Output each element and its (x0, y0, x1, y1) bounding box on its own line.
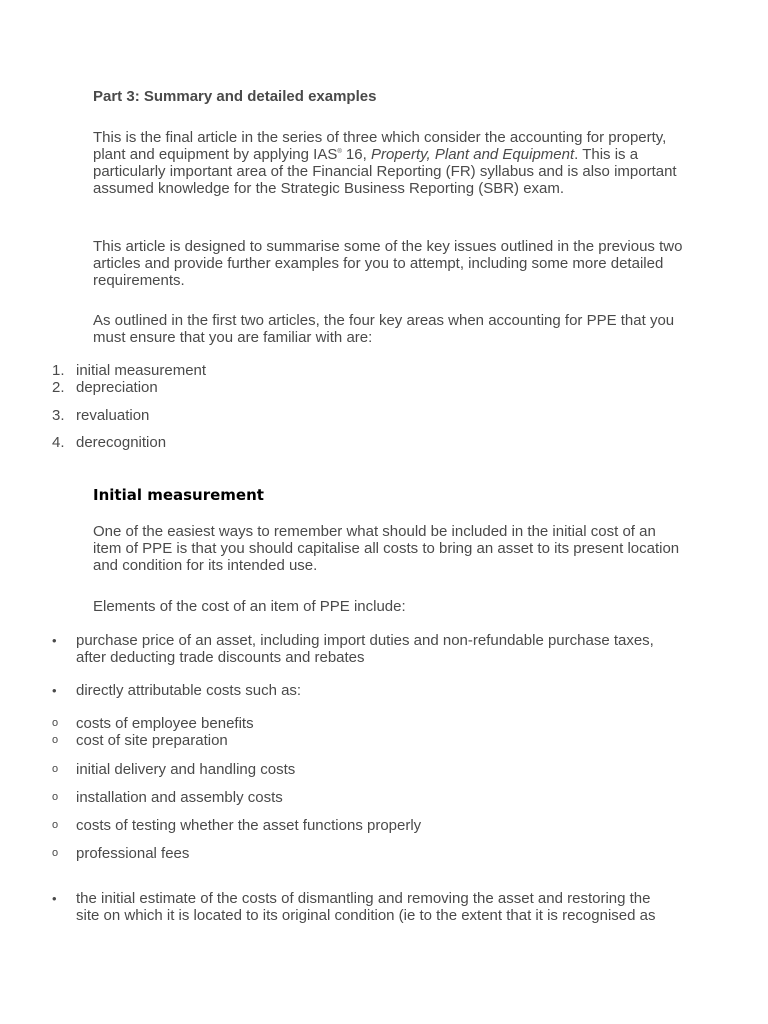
part-heading: Part 3: Summary and detailed examples (93, 88, 377, 105)
sub-item-text: costs of employee benefits (76, 715, 254, 732)
sub-bullet-marker: o (52, 819, 59, 831)
section-heading: Initial measurement (93, 486, 264, 504)
bullet-text: purchase price of an asset, including import duties and non-refundable purchase taxes, after deducting trade discounts and rebates (76, 632, 654, 666)
list-number: 3. (52, 407, 65, 424)
bullet-text: the initial estimate of the costs of dismantling and removing the asset and restoring the site on which it is located to its original condition (ie to the extent that it is recognised as (76, 890, 656, 924)
list-text: revaluation (76, 407, 150, 424)
summary-paragraph: This article is designed to summarise some of the key issues outlined in the previous two articles and provide further examples for you to attempt, including some more detailed requirements. (93, 238, 683, 289)
sub-bullet-marker: o (52, 734, 59, 746)
intro-text-2: 16, (341, 146, 371, 163)
intro-paragraph (93, 129, 683, 197)
bullet-text: directly attributable costs such as: (76, 682, 302, 699)
sub-bullet-marker: o (52, 791, 59, 803)
sub-item-text: initial delivery and handling costs (76, 761, 296, 778)
bullet-marker: • (52, 891, 57, 906)
bullet-marker: • (52, 633, 57, 648)
intro-text-3: . This is a particularly important area of the Financial Reporting (FR) syllabus and is also important assumed knowledge for the Strategic Business Reporting (SBR) exam. (93, 146, 677, 197)
key-areas-intro: As outlined in the first two articles, the four key areas when accounting for PPE that you must ensure that you are familiar with are: (93, 312, 675, 346)
sub-bullet-marker: o (52, 763, 59, 775)
list-number: 1. (52, 362, 65, 379)
list-number: 4. (52, 434, 65, 451)
registered-mark: ® (337, 149, 342, 155)
list-text: derecognition (76, 434, 167, 451)
sub-item-text: costs of testing whether the asset functions properly (76, 817, 422, 834)
sub-item-text: cost of site preparation (76, 732, 228, 749)
initial-cost-paragraph: One of the easiest ways to remember what should be included in the initial cost of an item of PPE is that you should capitalise all costs to bring an asset to its present location and condition for its intended use. (93, 523, 680, 574)
sub-bullet-marker: o (52, 847, 59, 859)
standard-title: Property, Plant and Equipment (370, 146, 575, 163)
sub-bullet-marker: o (52, 717, 59, 729)
sub-item-text: professional fees (76, 845, 190, 862)
list-text: depreciation (76, 379, 158, 396)
list-number: 2. (52, 379, 65, 396)
elements-intro: Elements of the cost of an item of PPE include: (93, 598, 406, 615)
list-text: initial measurement (76, 362, 207, 379)
sub-item-text: installation and assembly costs (76, 789, 283, 806)
bullet-marker: • (52, 683, 57, 698)
intro-text-1: This is the final article in the series of three which consider the accounting for property, plant and equipment by applying IAS (93, 129, 667, 163)
